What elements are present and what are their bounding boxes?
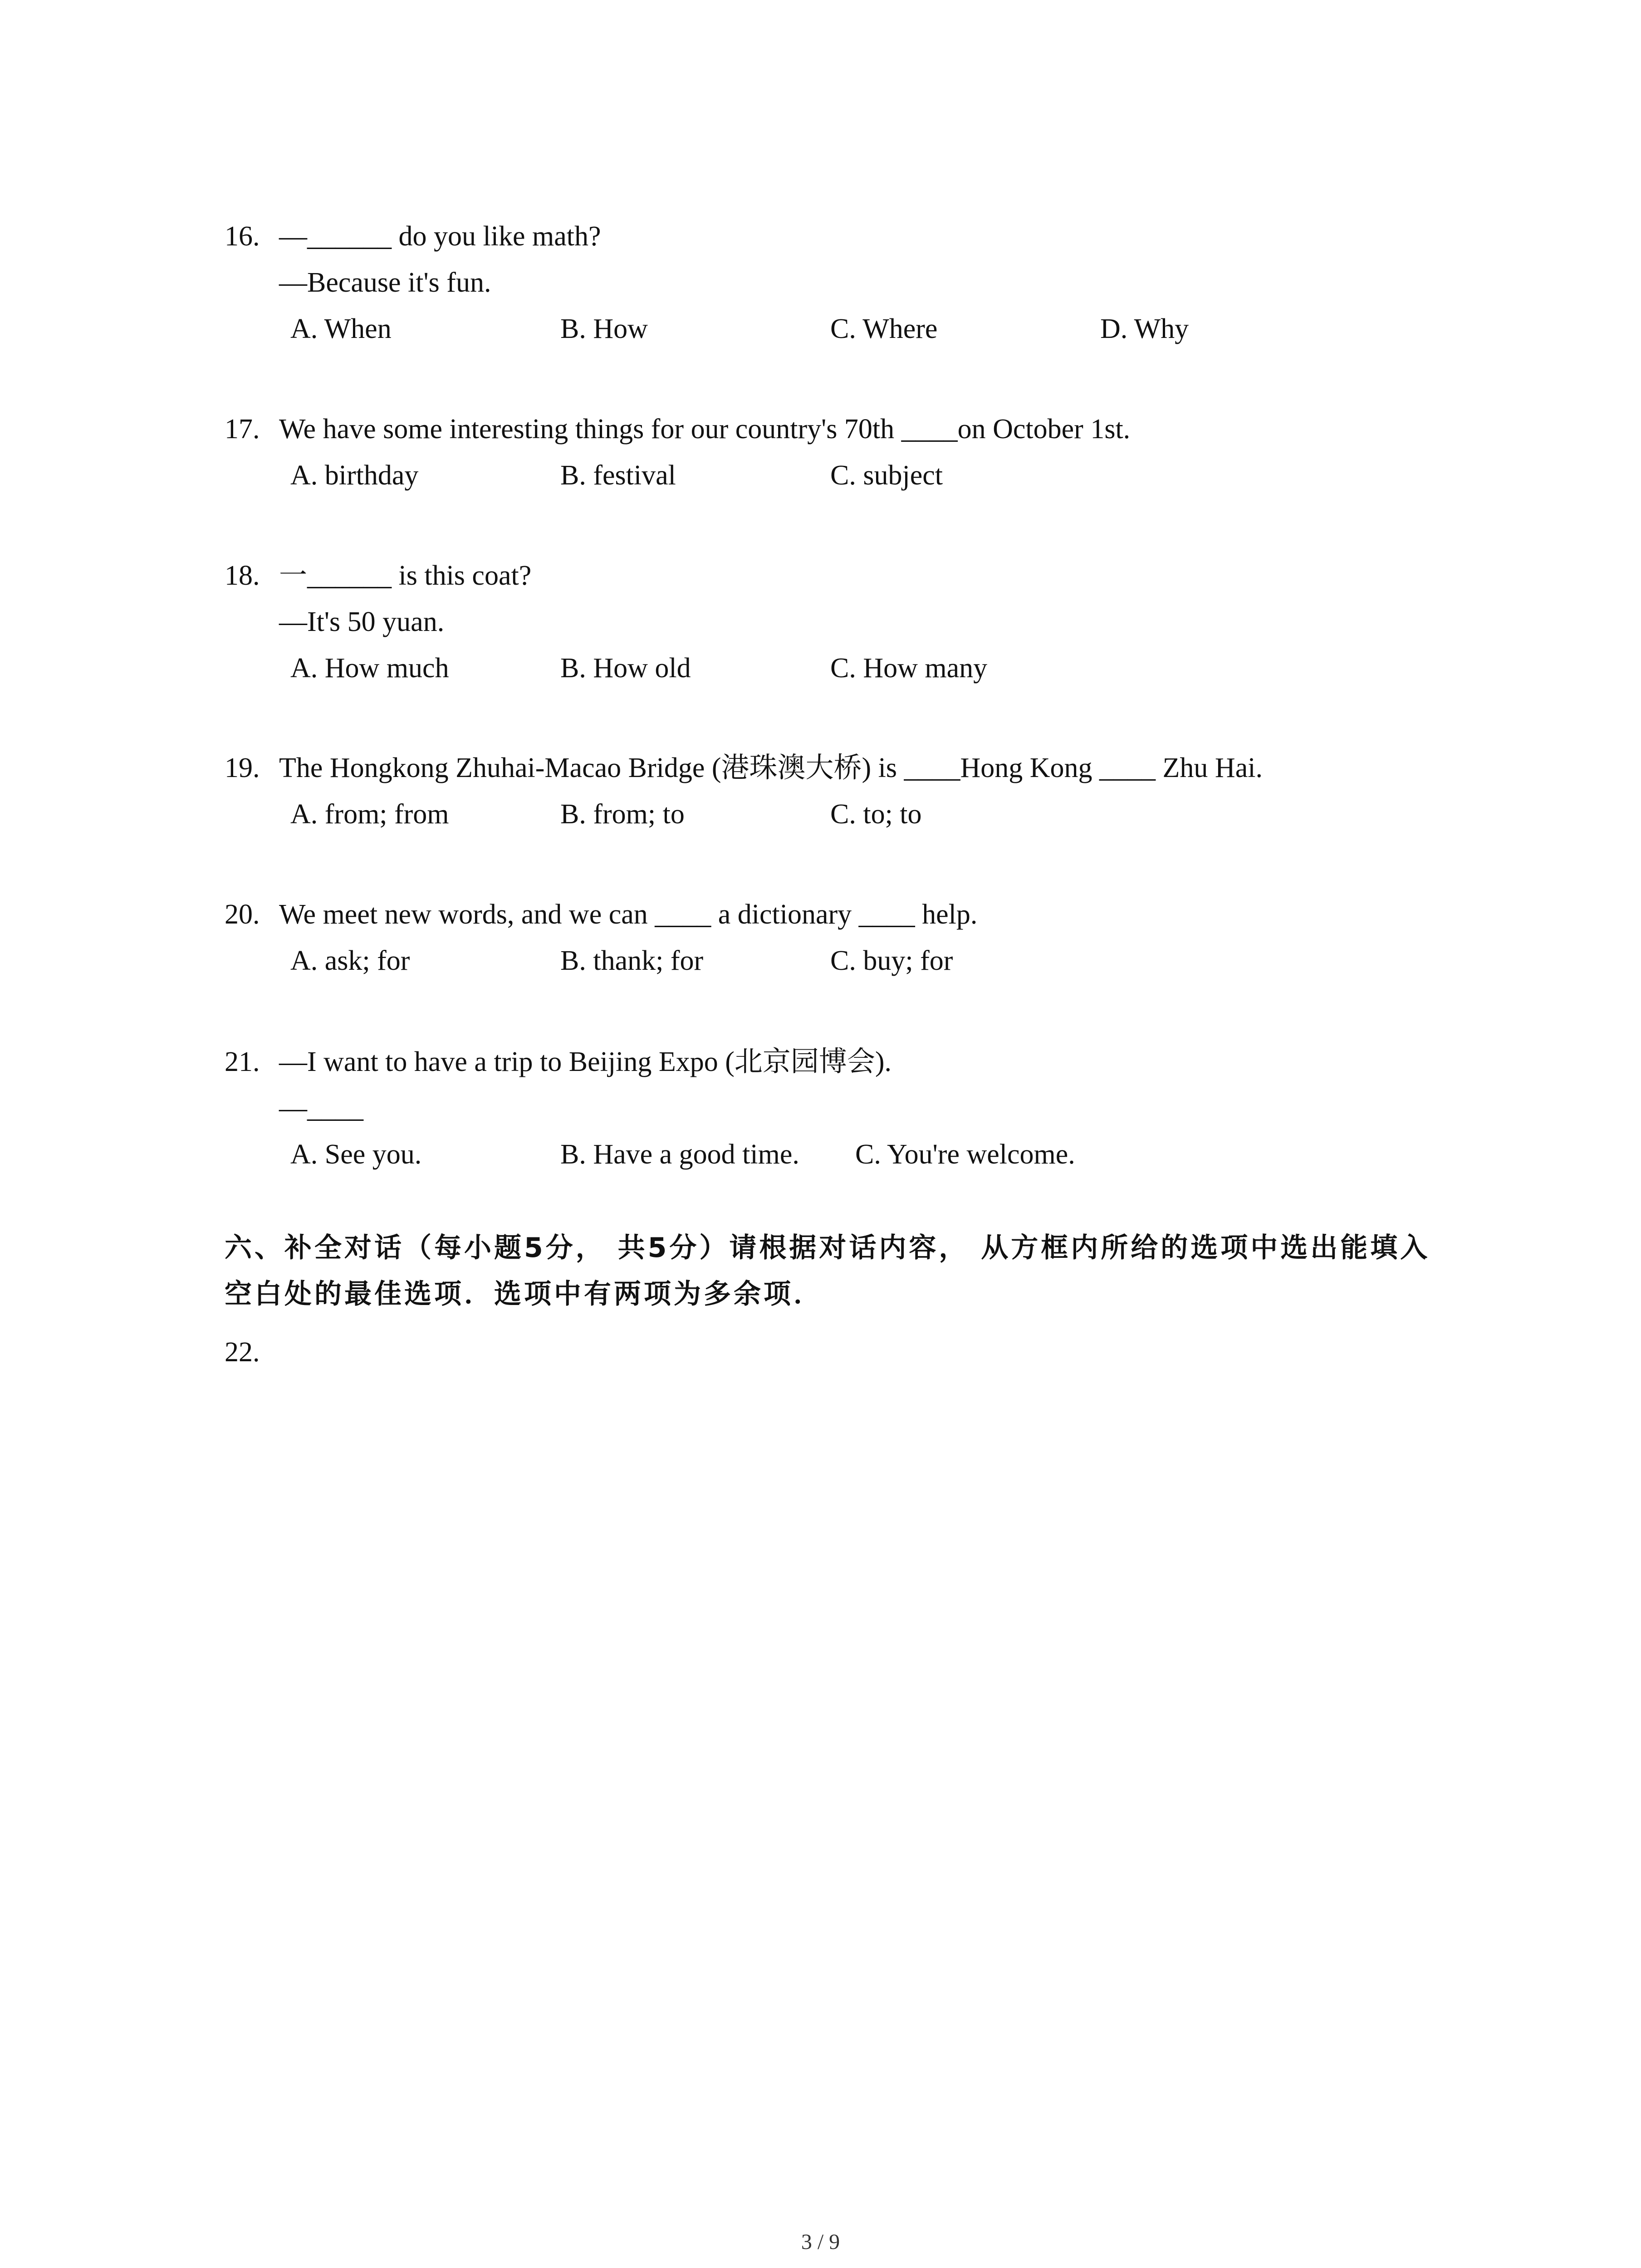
question-number: 17. — [225, 414, 260, 445]
option-c: C. buy; for — [830, 945, 953, 976]
question-text: —I want to have a trip to Beijing Expo (北京园博会). — [279, 1046, 892, 1077]
option-a: A. from; from — [290, 799, 449, 830]
section-heading-line-1: 六、补全对话（每小题5分， 共5分）请根据对话内容， 从方框内所给的选项中选出能填入 — [225, 1232, 1430, 1264]
question-text: —______ do you like math? — [279, 221, 601, 252]
option-a: A. birthday — [290, 460, 419, 491]
option-c: C. Where — [830, 313, 938, 344]
option-c: C. to; to — [830, 799, 922, 830]
option-c: C. You're welcome. — [855, 1139, 1075, 1170]
question-text: —Because it's fun. — [279, 267, 491, 298]
question-21 — [225, 1039, 1495, 1178]
option-b: B. from; to — [560, 799, 685, 830]
section-heading — [225, 1225, 1463, 1317]
question-number: 18. — [225, 560, 260, 591]
option-b: B. How old — [560, 653, 691, 684]
question-22-number: 22. — [225, 1337, 260, 1368]
question-text: —____ — [279, 1093, 363, 1124]
option-c: C. How many — [830, 653, 988, 684]
question-20 — [225, 891, 1495, 984]
question-text: The Hongkong Zhuhai-Macao Bridge (港珠澳大桥) is ____Hong Kong ____ Zhu Hai. — [279, 753, 1263, 783]
question-text: 一______ is this coat? — [279, 560, 532, 591]
question-18 — [225, 552, 1495, 691]
question-text: —It's 50 yuan. — [279, 606, 445, 637]
page-number: 3 / 9 — [801, 2230, 840, 2254]
option-a: A. See you. — [290, 1139, 422, 1170]
section-heading-line-2: 空白处的最佳选项．选项中有两项为多余项． — [225, 1278, 823, 1310]
question-text: We have some interesting things for our country's 70th ____on October 1st. — [279, 414, 1131, 445]
question-number: 19. — [225, 753, 260, 783]
question-16 — [225, 213, 1495, 352]
question-number: 16. — [225, 221, 260, 252]
option-a: A. How much — [290, 653, 449, 684]
question-text: We meet new words, and we can ____ a dictionary ____ help. — [279, 899, 978, 930]
question-19 — [225, 745, 1495, 837]
question-number: 20. — [225, 899, 260, 930]
option-a: A. ask; for — [290, 945, 410, 976]
option-b: B. thank; for — [560, 945, 704, 976]
option-b: B. How — [560, 313, 648, 344]
option-b: B. festival — [560, 460, 676, 491]
option-b: B. Have a good time. — [560, 1139, 799, 1170]
option-d: D. Why — [1100, 313, 1189, 344]
question-number: 21. — [225, 1046, 260, 1077]
question-17 — [225, 406, 1495, 499]
option-c: C. subject — [830, 460, 943, 491]
option-a: A. When — [290, 313, 392, 344]
